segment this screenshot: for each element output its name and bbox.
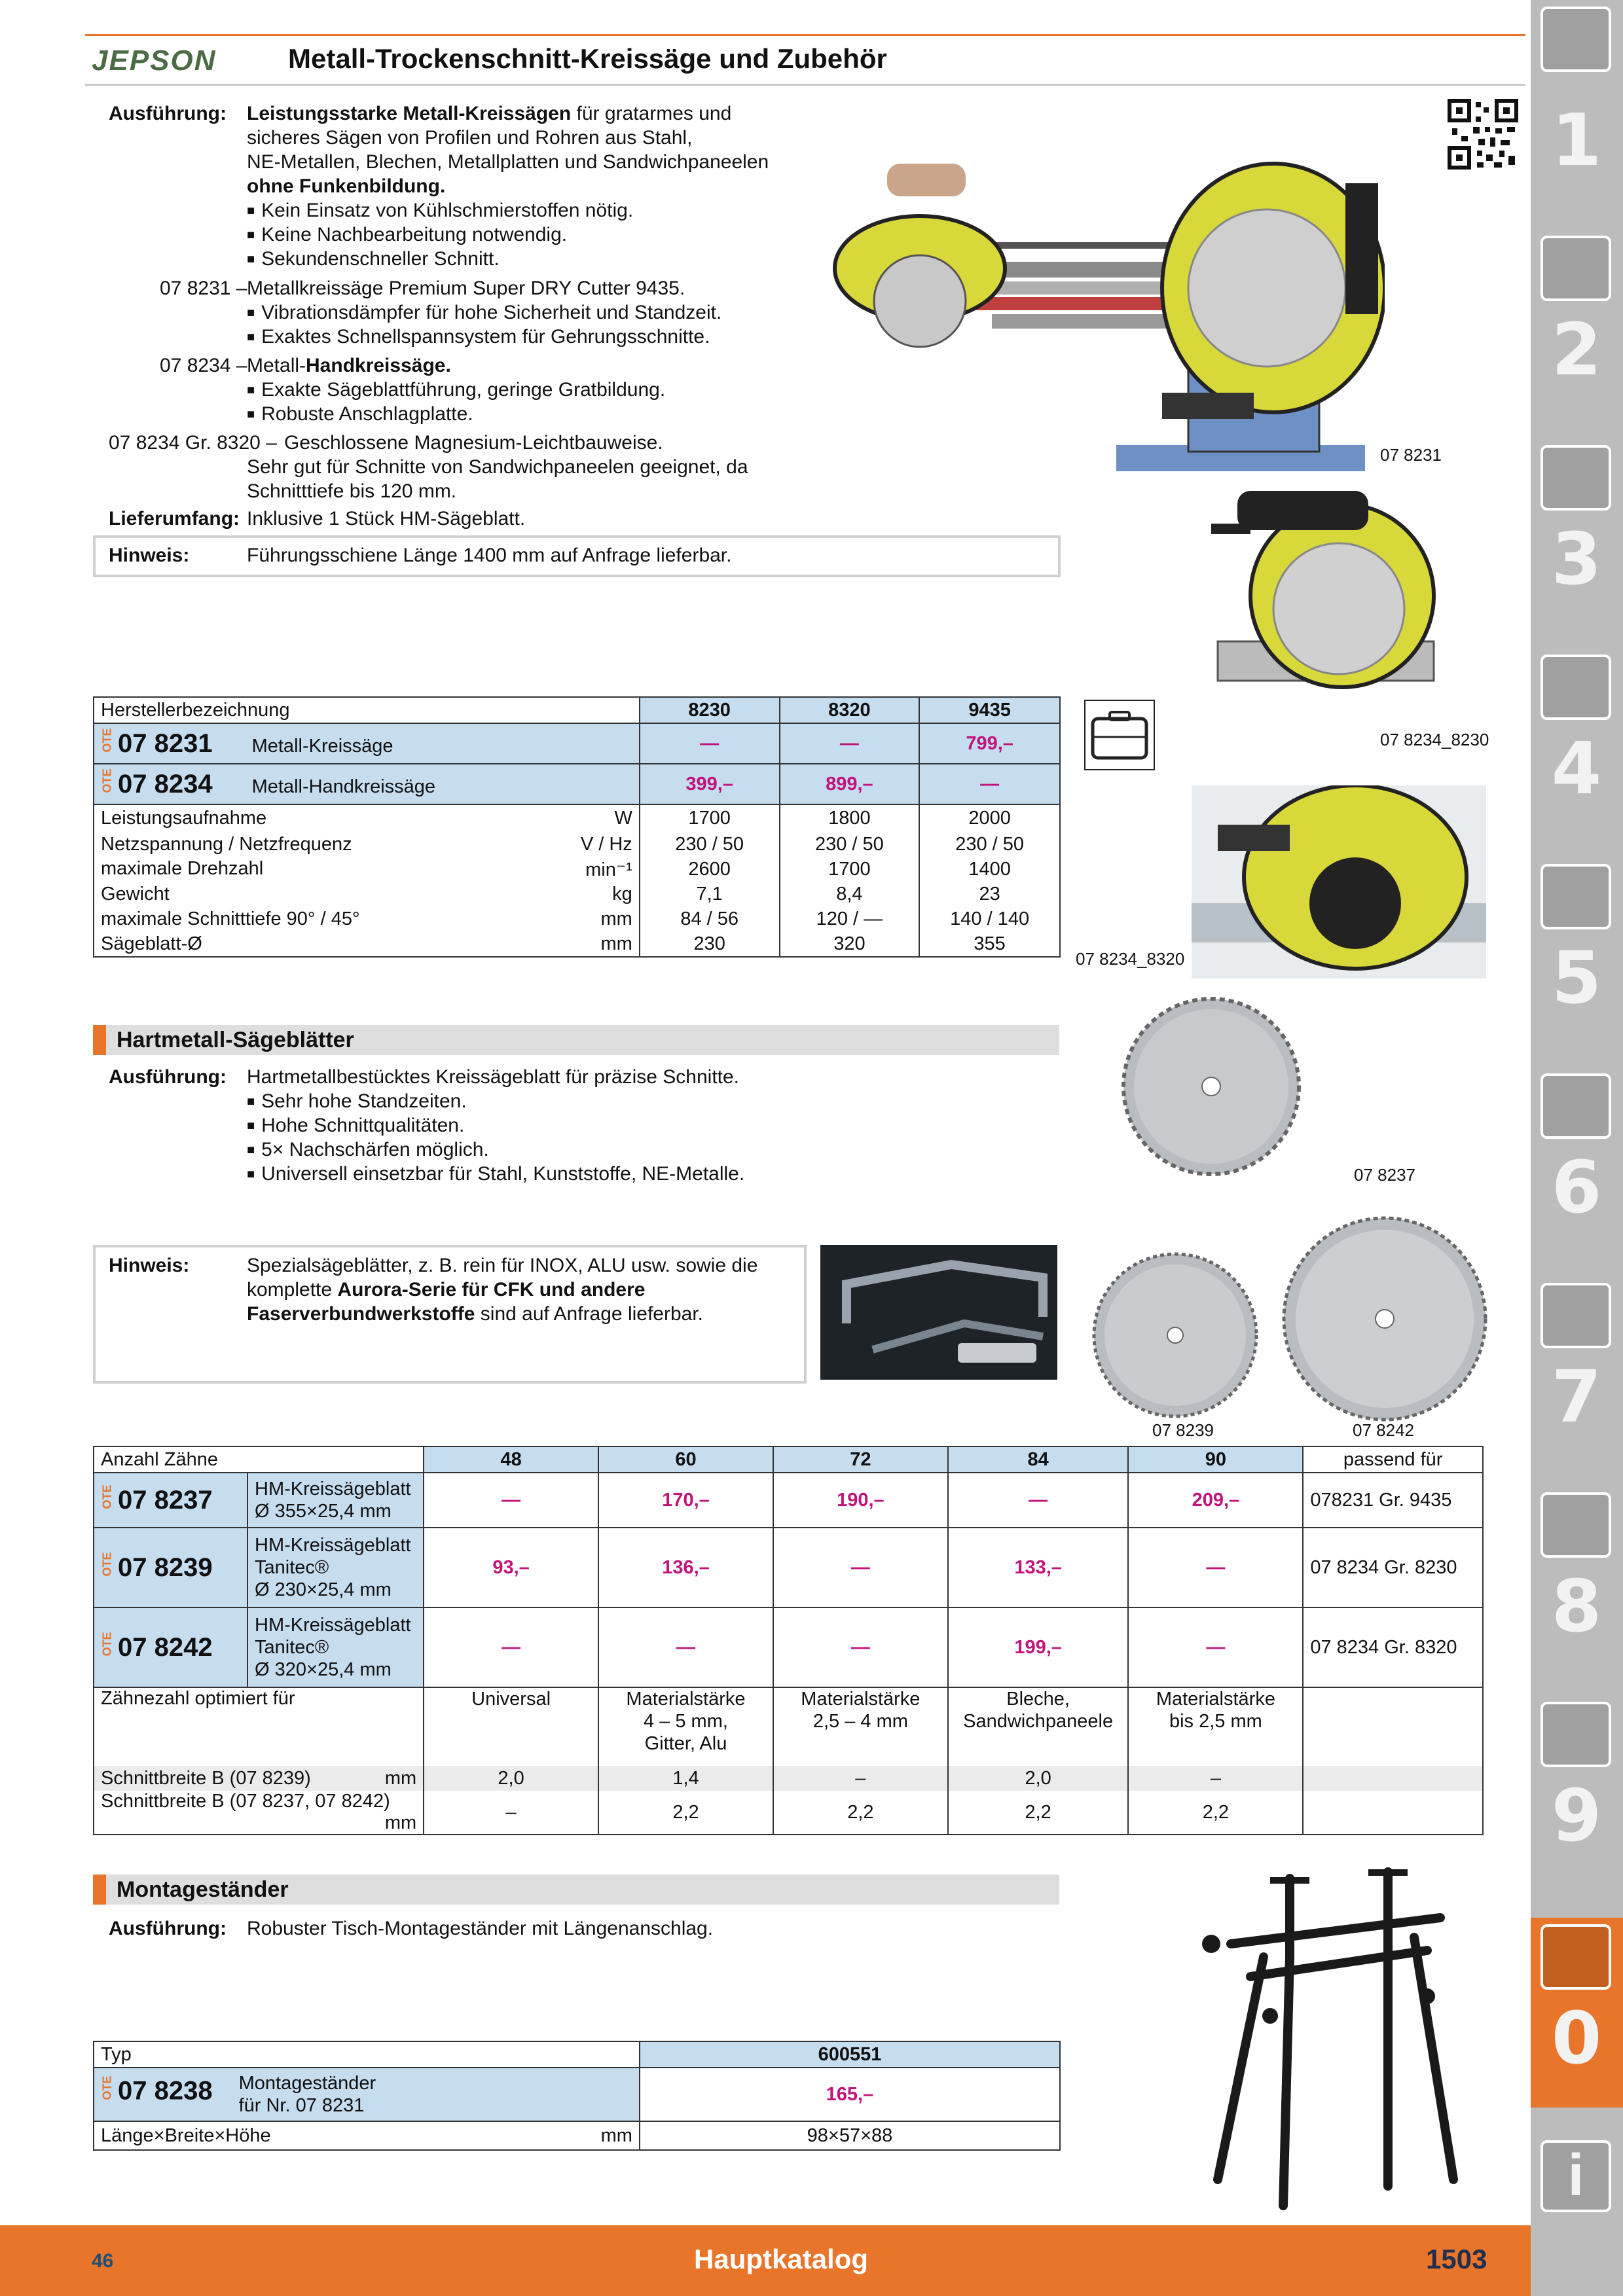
spec-value: – — [773, 1766, 948, 1791]
product-desc: HM-Kreissägeblatt — [255, 1479, 411, 1499]
table-row[interactable] — [94, 2068, 1060, 2121]
price: — — [780, 723, 920, 764]
spec-value: 2,2 — [1128, 1791, 1303, 1835]
product-desc: Metall-Kreissäge — [251, 735, 393, 757]
spec-row — [94, 832, 1060, 857]
spec-value: 230 / 50 — [919, 832, 1060, 857]
order-number[interactable]: 07 8242 — [118, 1632, 213, 1662]
spec-value: 2,2 — [598, 1791, 773, 1835]
image-caption: 07 8242 — [1353, 1420, 1414, 1440]
cabinet-icon — [1541, 1702, 1611, 1767]
spec-name: Gewicht — [101, 883, 170, 905]
price: — — [640, 723, 780, 764]
saw-blade-image — [1090, 1250, 1260, 1420]
item-text: Geschlossene Magnesium-Leichtbauweise. — [284, 432, 663, 454]
intro-label: Ausführung: — [109, 103, 227, 124]
price: — — [948, 1473, 1129, 1528]
table-row[interactable] — [94, 723, 1060, 764]
column-header: 72 — [773, 1446, 948, 1473]
qr-code-icon[interactable] — [1447, 98, 1519, 170]
note-label: Hinweis: — [109, 545, 190, 566]
spec-value: 84 / 56 — [640, 906, 780, 931]
spec-name: maximale Schnitttiefe 90° / 45° — [101, 908, 360, 929]
hand-tools-icon — [1541, 1073, 1611, 1139]
spec-row — [94, 1687, 1483, 1766]
column-header: 8320 — [780, 697, 920, 723]
chapter-number: 3 — [1551, 517, 1602, 601]
column-header: 8230 — [640, 697, 780, 723]
price: 899,– — [780, 764, 920, 804]
section-marker — [93, 1874, 106, 1905]
order-number[interactable]: 07 8237 — [118, 1485, 213, 1515]
price: — — [773, 1528, 948, 1607]
chapter-number: 0 — [1551, 1996, 1602, 2080]
ote-marker: OTE — [100, 768, 114, 793]
spec-value: 2,5 – 4 mm — [812, 1711, 908, 1732]
ote-marker: OTE — [100, 1551, 114, 1576]
spec-name: Leistungsaufnahme — [101, 808, 267, 829]
note-text: Faserverbundwerkstoffe sind auf Anfrage lieferbar. — [247, 1303, 704, 1325]
ote-marker: OTE — [100, 727, 114, 752]
spec-value: 23 — [919, 882, 1060, 906]
spec-value: Gitter, Alu — [644, 1733, 727, 1754]
spec-name: Länge×Breite×Höhe — [101, 2125, 271, 2146]
spec-value: Bleche, — [1006, 1689, 1070, 1710]
item-bullet: ■ Exakte Sägeblattführung, geringe Gratbildung. — [247, 378, 665, 404]
spec-unit: kg — [612, 883, 632, 905]
table-header: Typ — [94, 2041, 640, 2068]
spec-unit: mm — [384, 1812, 417, 1833]
price: 799,– — [919, 723, 1060, 764]
product-desc: Ø 320×25,4 mm — [255, 1659, 392, 1680]
spec-value: Universal — [471, 1689, 551, 1710]
hand-saw-8320-image — [1192, 785, 1486, 978]
price: — — [424, 1473, 598, 1528]
item-bullet: ■ Exaktes Schnellspannsystem für Gehrungsschnitte. — [247, 325, 710, 351]
image-caption: 07 8231 — [1380, 445, 1442, 465]
info-icon: i — [1541, 2140, 1611, 2212]
price: 190,– — [773, 1473, 948, 1528]
spec-value: 230 — [640, 931, 780, 957]
spec-row — [94, 857, 1060, 882]
cutting-insert-icon — [1541, 236, 1611, 301]
item-text: Schnitttiefe bis 120 mm. — [247, 480, 457, 502]
intro-bullet: ■ Kein Einsatz von Kühlschmierstoffen nötig. — [247, 198, 633, 225]
price: 133,– — [948, 1528, 1129, 1607]
column-header: 84 — [948, 1446, 1129, 1473]
image-caption: 07 8237 — [1354, 1165, 1415, 1185]
blade-price-table — [93, 1446, 1484, 1835]
saw-price-table — [93, 696, 1061, 958]
measuring-icon — [1541, 655, 1611, 720]
section-marker — [93, 1025, 106, 1055]
fit-value: 07 8234 Gr. 8230 — [1303, 1528, 1483, 1607]
table-header: Herstellerbezeichnung — [94, 697, 640, 723]
spec-value: 1,4 — [598, 1766, 773, 1791]
spec-row — [94, 882, 1060, 906]
spec-unit: min⁻¹ — [585, 859, 632, 880]
image-caption: 07 8239 — [1152, 1420, 1214, 1440]
case-icon — [1084, 699, 1156, 771]
hand-saw-image — [1198, 484, 1460, 700]
page-number-right: 1503 — [1426, 2244, 1487, 2274]
spec-value: 1400 — [919, 857, 1060, 882]
order-number[interactable]: 07 8238 — [118, 2076, 213, 2106]
delivery-label: Lieferumfang: — [109, 508, 240, 529]
intro-bullet: ■ Keine Nachbearbeitung notwendig. — [247, 223, 567, 249]
blades-label: Ausführung: — [109, 1066, 227, 1088]
spec-value: 320 — [780, 931, 920, 957]
spec-value: 230 / 50 — [780, 832, 920, 857]
fit-value: 078231 Gr. 9435 — [1303, 1473, 1483, 1528]
order-number[interactable]: 07 8234 — [118, 769, 213, 798]
chapter-number: 1 — [1551, 98, 1602, 182]
blades-bullet: ■ Sehr hohe Standzeiten. — [247, 1089, 467, 1116]
spec-name: Netzspannung / Netzfrequenz — [101, 833, 352, 855]
spec-row — [94, 1791, 1483, 1835]
spec-row — [94, 1766, 1483, 1791]
spec-value: 2,2 — [948, 1791, 1129, 1835]
header-divider — [85, 84, 1525, 86]
section-title: Hartmetall-Sägeblätter — [117, 1028, 354, 1052]
spec-row — [94, 804, 1060, 832]
spec-value: 140 / 140 — [919, 906, 1060, 931]
spec-name: Schnittbreite B (07 8239) — [101, 1767, 311, 1789]
spec-value: 7,1 — [640, 882, 780, 906]
price: — — [598, 1607, 773, 1687]
spec-value: Materialstärke — [801, 1689, 921, 1710]
item-bullet: ■ Robuste Anschlagplatte. — [247, 402, 473, 429]
tool-holder-icon — [1541, 445, 1611, 511]
note-text: Führungsschiene Länge 1400 mm auf Anfrage lieferbar. — [247, 545, 732, 566]
spec-name: Sägeblatt-Ø — [101, 933, 202, 954]
spec-value: Sandwichpaneele — [963, 1711, 1114, 1732]
item-number: 07 8234 – — [160, 355, 247, 376]
delivery-text: Inklusive 1 Stück HM-Sägeblatt. — [247, 508, 526, 529]
price: — — [919, 764, 1060, 804]
price: 209,– — [1128, 1473, 1303, 1528]
intro-no-spark: ohne Funkenbildung. — [247, 175, 446, 197]
item-text: Metallkreissäge Premium Super DRY Cutter 9435. — [247, 278, 685, 299]
product-desc: Ø 355×25,4 mm — [255, 1501, 392, 1522]
spec-value: 355 — [919, 931, 1060, 957]
price: 199,– — [948, 1607, 1129, 1687]
stand-price-table — [93, 2041, 1061, 2151]
page-number-left: 46 — [92, 2250, 114, 2272]
spec-unit: mm — [600, 908, 632, 929]
spec-value: – — [424, 1791, 598, 1835]
spec-value: Materialstärke — [1156, 1689, 1275, 1710]
spec-value: 2,2 — [773, 1791, 948, 1835]
product-desc: Tanitec® — [255, 1557, 329, 1578]
spec-name: Schnittbreite B (07 8237, 07 8242) — [101, 1791, 390, 1812]
item-bullet: ■ Vibrationsdämpfer für hohe Sicherheit und Standzeit. — [247, 300, 721, 327]
chapter-number: 7 — [1551, 1355, 1602, 1439]
spec-value: bis 2,5 mm — [1169, 1711, 1262, 1732]
pliers-hammer-icon — [1541, 1283, 1611, 1348]
spec-value: 1700 — [780, 857, 920, 882]
page-title: Metall-Trockenschnitt-Kreissäge und Zubehör — [288, 43, 887, 74]
chapter-number: 5 — [1551, 936, 1602, 1020]
table-header: Anzahl Zähne — [94, 1446, 424, 1473]
saw-blade-image — [1280, 1214, 1489, 1424]
price: — — [773, 1607, 948, 1687]
note-text: komplette Aurora-Serie für CFK und andere — [247, 1279, 646, 1300]
product-desc: Tanitec® — [255, 1637, 329, 1658]
chapter-number: 2 — [1551, 308, 1602, 391]
profiles-image — [820, 1245, 1057, 1380]
column-header: 9435 — [919, 697, 1060, 723]
spec-value: 2600 — [640, 857, 780, 882]
spec-row — [94, 931, 1060, 957]
table-row[interactable] — [94, 764, 1060, 804]
order-number[interactable]: 07 8231 — [118, 728, 213, 758]
product-desc: für Nr. 07 8231 — [238, 2095, 365, 2116]
table-row[interactable] — [94, 1528, 1483, 1607]
column-header: 60 — [598, 1446, 773, 1473]
spec-unit: mm — [600, 933, 632, 954]
intro-line-1: Leistungsstarke Metall-Kreissägen für gratarmes und — [247, 103, 732, 124]
chapter-number: 8 — [1551, 1564, 1602, 1648]
blades-bullet: ■ Universell einsetzbar für Stahl, Kunststoffe, NE-Metalle. — [247, 1162, 744, 1189]
stand-text: Robuster Tisch-Montageständer mit Längenanschlag. — [247, 1918, 714, 1939]
ote-marker: OTE — [100, 1631, 114, 1656]
blades-bullet: ■ Hohe Schnittqualitäten. — [247, 1113, 464, 1140]
price: 165,– — [640, 2068, 1060, 2121]
spec-unit: mm — [384, 1767, 417, 1789]
drill-bit-icon — [1541, 7, 1611, 72]
spec-unit: W — [614, 808, 632, 829]
page-footer — [0, 2225, 1531, 2296]
spec-row — [94, 2121, 1060, 2150]
product-desc: HM-Kreissägeblatt — [255, 1535, 411, 1556]
stand-label: Ausführung: — [109, 1918, 227, 1939]
column-header: 90 — [1128, 1446, 1303, 1473]
blades-bullet: ■ 5× Nachschärfen möglich. — [247, 1138, 489, 1164]
spec-unit: V / Hz — [580, 833, 632, 855]
chop-saw-image — [822, 157, 1385, 471]
note-label: Hinweis: — [109, 1255, 190, 1276]
spec-value: 120 / — — [780, 906, 920, 931]
spec-value: 1800 — [780, 804, 920, 832]
fit-value: 07 8234 Gr. 8320 — [1303, 1607, 1483, 1687]
power-tool-icon — [1541, 1924, 1611, 1990]
ote-marker: OTE — [100, 1484, 114, 1509]
ote-marker: OTE — [100, 2075, 114, 2100]
section-heading — [93, 1874, 1059, 1905]
section-title: Montageständer — [117, 1877, 289, 1902]
spec-value: Materialstärke — [626, 1689, 746, 1710]
table-row[interactable] — [94, 1473, 1483, 1528]
price: 170,– — [598, 1473, 773, 1528]
product-desc: Ø 230×25,4 mm — [255, 1579, 392, 1600]
catalog-name: Hauptkatalog — [694, 2244, 869, 2274]
blades-text: Hartmetallbestücktes Kreissägeblatt für präzise Schnitte. — [247, 1066, 740, 1088]
intro-bullet: ■ Sekundenschneller Schnitt. — [247, 247, 500, 274]
item-text: Metall-Handkreissäge. — [247, 355, 451, 376]
spec-value: 2,0 — [424, 1766, 598, 1791]
section-heading — [93, 1025, 1059, 1055]
product-desc: Montageständer — [238, 2073, 376, 2094]
spec-value: 4 – 5 mm, — [644, 1711, 728, 1732]
spec-unit: mm — [600, 2125, 632, 2146]
brand-logo: JEPSON — [92, 45, 217, 77]
spec-value: 2,0 — [948, 1766, 1129, 1791]
intro-line-3: NE-Metallen, Blechen, Metallplatten und Sandwichpaneelen — [247, 151, 769, 173]
spec-value: – — [1128, 1766, 1303, 1791]
order-number[interactable]: 07 8239 — [118, 1552, 213, 1582]
spec-value: 230 / 50 — [640, 832, 780, 857]
saw-blade-image — [1116, 995, 1306, 1178]
column-header: passend für — [1303, 1446, 1483, 1473]
item-number: 07 8234 Gr. 8320 – — [109, 432, 277, 454]
spec-row — [94, 906, 1060, 931]
image-caption: 07 8234_8230 — [1380, 730, 1489, 749]
column-header: 48 — [424, 1446, 598, 1473]
item-text: Sehr gut für Schnitte von Sandwichpaneelen geeignet, da — [247, 456, 748, 478]
item-number: 07 8231 – — [160, 278, 247, 299]
intro-line-2: sicheres Sägen von Profilen und Rohren aus Stahl, — [247, 127, 693, 149]
stand-image — [1192, 1865, 1467, 2212]
header-rule — [85, 34, 1525, 36]
note-text: Spezialsägeblätter, z. B. rein für INOX, ALU usw. sowie die — [247, 1255, 758, 1276]
price: — — [1128, 1607, 1303, 1687]
price: — — [424, 1607, 598, 1687]
product-desc: Metall-Handkreissäge — [251, 776, 436, 797]
chapter-number: 9 — [1551, 1774, 1602, 1857]
chapter-number: 4 — [1551, 726, 1602, 810]
saw-blade-icon — [1541, 864, 1611, 929]
workshop-icon — [1541, 1492, 1611, 1558]
spec-name: Zähnezahl optimiert für — [94, 1687, 424, 1766]
price: 399,– — [640, 764, 780, 804]
chapter-number: 6 — [1551, 1145, 1602, 1229]
image-caption: 07 8234_8320 — [1076, 949, 1185, 969]
price: 93,– — [424, 1528, 598, 1607]
spec-value: 8,4 — [780, 882, 920, 906]
spec-name: maximale Drehzahl — [101, 857, 264, 879]
price: — — [1128, 1528, 1303, 1607]
product-desc: HM-Kreissägeblatt — [255, 1615, 411, 1636]
price: 136,– — [598, 1528, 773, 1607]
spec-value: 2000 — [919, 804, 1060, 832]
spec-value: 1700 — [640, 804, 780, 832]
table-row[interactable] — [94, 1607, 1483, 1687]
column-header: 600551 — [640, 2041, 1060, 2068]
spec-value: 98×57×88 — [640, 2121, 1060, 2150]
